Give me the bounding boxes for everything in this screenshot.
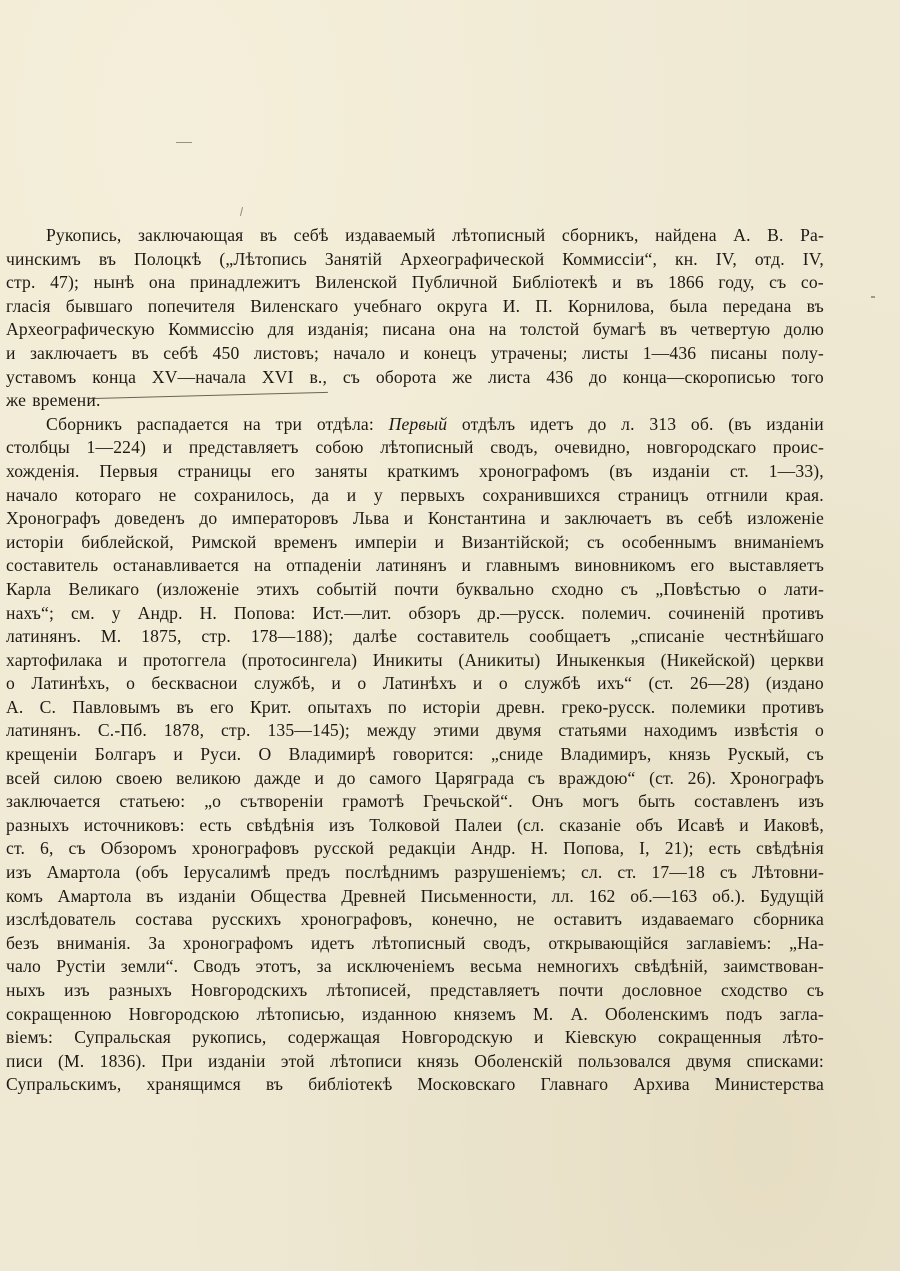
text-line: ныхъ изъ разныхъ Новгородскихъ лѣтописей, представляетъ почти дословное сходство съ: [6, 980, 824, 1000]
text-line: всей силою своею великою дажде и до самого Царяграда съ враждою“ (ст. 26). Хронографъ: [6, 767, 824, 788]
text-line: же времени.: [6, 390, 101, 411]
text-line: стр. 47); нынѣ она принадлежитъ Виленской Публичной Библіотекѣ и въ 1866 году, съ со-: [6, 272, 824, 293]
text-line: чинскимъ въ Полоцкѣ („Лѣтопись Занятій Археографической Коммиссіи“, кн. IV, отд. IV,: [6, 248, 824, 269]
text-line: исторіи библейской, Римской временъ имперіи и Византійской; съ особеннымъ вниманіемъ: [6, 531, 824, 552]
text-line: латинянъ. С.-Пб. 1878, стр. 135—145); между этими двумя статьями находимъ извѣстія о: [6, 720, 824, 741]
text-line: составитель останавливается на отпаденіи латинянъ и главнымъ виновникомъ его выставляетъ: [6, 555, 824, 576]
text-line: и заключаетъ въ себѣ 450 листовъ; начало и конецъ утрачены; листы 1—436 писаны полу-: [6, 342, 824, 363]
text-line: Супральскимъ, хранящимся въ библіотекѣ Московскаго Главнаго Архива Министерства: [6, 1074, 824, 1095]
text-line: комъ Амартола въ изданіи Общества Древней Письменности, лл. 162 об.—163 об.). Будущій: [6, 885, 824, 906]
text-line: крещеніи Болгаръ и Руси. О Владимирѣ говорится: „сниде Владимиръ, князь Рускый, съ: [6, 744, 824, 765]
text-line: латинянъ. М. 1875, стр. 178—188); далѣе составитель сообщаетъ „списаніе честнѣйшаго: [6, 626, 824, 647]
text-line: писи (М. 1836). При изданіи этой лѣтописи князь Оболенскій пользовался двумя списками:: [6, 1050, 824, 1071]
page-speck: [871, 296, 875, 298]
text-line: ст. 6, съ Обзоромъ хронографовъ русской редакціи Андр. Н. Попова, I, 21); есть свѣдѣнія: [6, 838, 824, 859]
page-speck: [176, 142, 192, 143]
text-line: А. С. Павловымъ въ его Крит. опытахъ по исторіи древн. греко-русск. полемики противъ: [6, 696, 824, 717]
text-line: хожденія. Первыя страницы его заняты краткимъ хронографомъ (въ изданіи ст. 1—33),: [6, 460, 824, 481]
page-speck: [240, 207, 243, 216]
paragraph-2: [6, 413, 824, 1097]
text-line: хартофилака и протоггела (протосингела) Иникиты (Аникиты) Иныкенкыя (Никейской) церкви: [6, 649, 824, 670]
text-line: гласія бывшаго попечителя Виленскаго учебнаго округа И. П. Корнилова, была передана въ: [6, 295, 824, 316]
text-line: изъ Амартола (объ Іерусалимѣ предъ послѣднимъ разрушеніемъ; сл. ст. 17—18 съ Лѣтовни-: [6, 862, 824, 883]
text-line: заключается статьею: „о сътвореніи грамотѣ Гречьской“. Онъ могъ быть составленъ изъ: [6, 791, 824, 812]
text-line: чало Рустіи земли“. Сводъ этотъ, за исключеніемъ весьма немногихъ свѣдѣній, заимствован-: [6, 956, 824, 977]
text-line: о Латинѣхъ, о бескваснои службѣ, и о Латинѣхъ и о службѣ ихъ“ (ст. 26—28) (издано: [6, 673, 824, 694]
text-line: начало котораго не сохранилось, да и у первыхъ сохранившихся страницъ отгнили края.: [6, 484, 824, 505]
text-line: уставомъ конца XV—начала XVI в., съ оборота же листа 436 до конца—скорописью того: [6, 366, 824, 387]
text-line: безъ вниманія. За хронографомъ идетъ лѣтописный сводъ, открывающійся заглавіемъ: „На-: [6, 932, 824, 953]
text-line: нахъ“; см. у Андр. Н. Попова: Ист.—лит. обзоръ др.—русск. полемич. сочиненій противъ: [6, 602, 824, 623]
text-line: Рукопись, заключающая въ себѣ издаваемый лѣтописный сборникъ, найдена А. В. Ра-: [46, 225, 824, 245]
text-line: столбцы 1—224) и представляетъ собою лѣтописный сводъ, очевидно, новгородскаго проис-: [6, 437, 824, 458]
text-line: Хронографъ доведенъ до императоровъ Льва и Константина и заключаетъ въ себѣ изложеніе: [6, 508, 824, 529]
paragraph-1: [6, 224, 824, 413]
text-line: Археографическую Коммиссію для изданія; писана она на толстой бумагѣ въ четвертую долю: [6, 319, 824, 340]
text-line: разныхъ источниковъ: есть свѣдѣнія изъ Толковой Палеи (сл. сказаніе объ Исавѣ и Иаковѣ,: [6, 814, 824, 835]
body-text: [6, 224, 824, 1097]
text-line: изслѣдователь состава русскихъ хронографовъ, конечно, не оставитъ издаваемаго сборника: [6, 909, 824, 930]
text-line: Сборникъ распадается на три отдѣла: Первый отдѣлъ идетъ до л. 313 об. (въ изданіи: [46, 413, 824, 434]
text-line: Карла Великаго (изложеніе этихъ событій почти буквально сходно съ „Повѣстью о лати-: [6, 578, 824, 599]
text-line: віемъ: Супральская рукопись, содержащая Новгородскую и Кіевскую сокращенныя лѣто-: [6, 1027, 824, 1048]
text-line: сокращенною Новгородскою лѣтописью, изданною княземъ М. А. Оболенскимъ подъ загла-: [6, 1003, 824, 1024]
